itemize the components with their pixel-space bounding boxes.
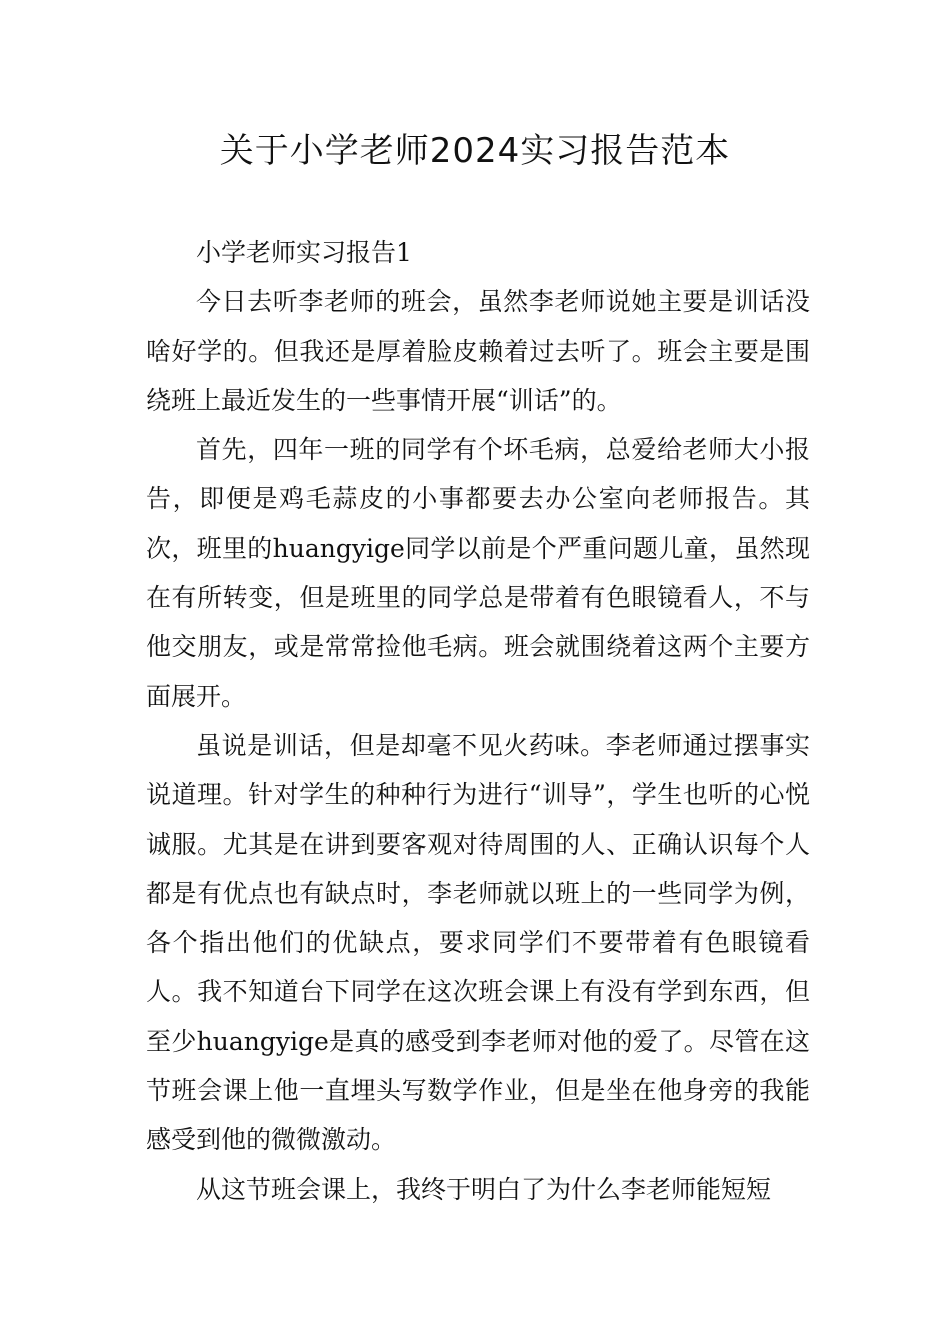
paragraph-2: 首先，四年一班的同学有个坏毛病，总爱给老师大小报告，即便是鸡毛蒜皮的小事都要去办公室向老师报告。其次，班里的huangyige同学以前是个严重问题儿童，虽然现在有所转变，但是班里的同学总是带着有色眼镜看人，不与他交朋友，或是常常捡他毛病。班会就围绕着这两个主要方面展开。 xyxy=(146,435,810,711)
paragraph-1: 今日去听李老师的班会，虽然李老师说她主要是训话没啥好学的。但我还是厚着脸皮赖着过去听了。班会主要是围绕班上最近发生的一些事情开展“训话”的。 xyxy=(146,287,810,415)
document-title: 关于小学老师2024实习报告范本 xyxy=(219,131,731,171)
paragraph-4: 从这节班会课上，我终于明白了为什么李老师能短短 xyxy=(196,1174,772,1204)
paragraph-3: 虽说是训话，但是却毫不见火药味。李老师通过摆事实说道理。针对学生的种种行为进行“训导”，学生也听的心悦诚服。尤其是在讲到要客观对待周围的人、正确认识每个人都是有优点也有缺点时，李老师就以班上的一些同学为例，各个指出他们的优缺点，要求同学们不要带着有色眼镜看人。我不知道台下同学在这次班会课上有没有学到东西，但至少huangyige是真的感受到李老师对他的爱了。尽管在这节班会课上他一直埋头写数学作业，但是坐在他身旁的我能感受到他的微微激动。 xyxy=(146,730,810,1155)
document-body xyxy=(146,228,810,1214)
section-heading: 小学老师实习报告1 xyxy=(196,238,412,267)
